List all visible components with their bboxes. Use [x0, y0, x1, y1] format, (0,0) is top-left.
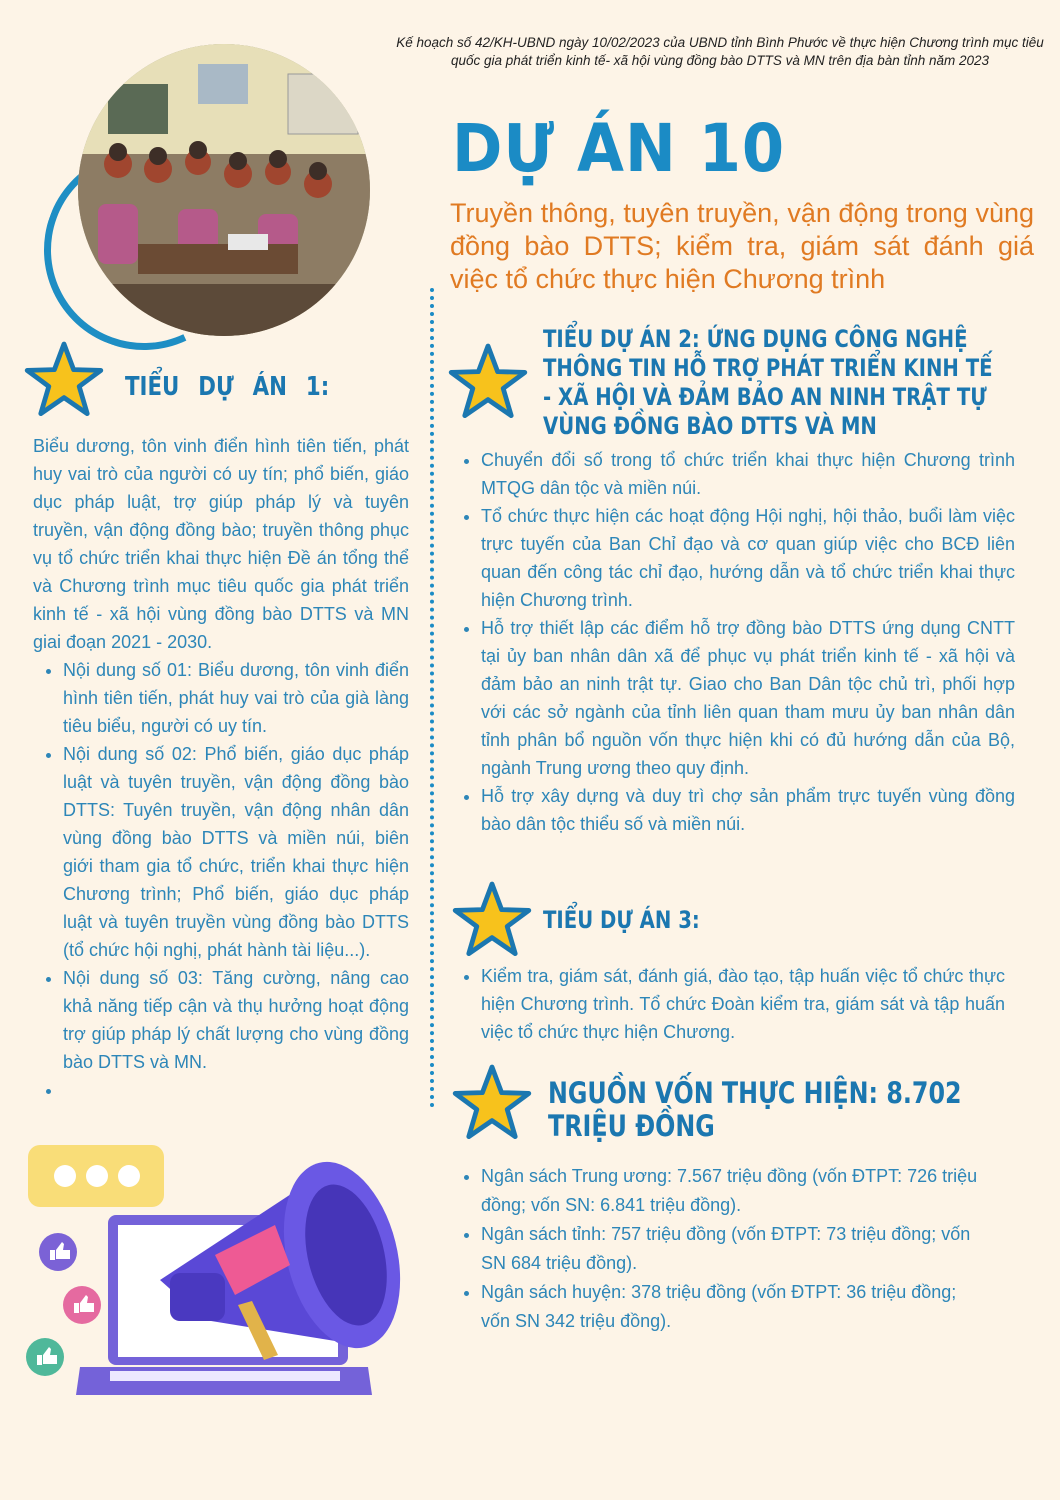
list-item: • Tổ chức thực hiện các hoạt động Hội nghị, hội thảo, buổi làm việc trực tuyến của Ban Chỉ đạo và cơ quan giúp việc cho BCĐ liên quan đến công tác chỉ đạo, hướng dẫn và tổ chức triển khai thực hiện Chương trình.: [481, 502, 1015, 614]
list-item: • Ngân sách tỉnh: 757 triệu đồng (vốn ĐTPT: 73 triệu đồng; vốn SN 684 triệu đồng).: [481, 1220, 983, 1278]
item-label: Nội dung số 03:: [63, 968, 203, 988]
item-text: Biểu dương, tôn vinh điển hình tiên tiến, phát huy vai trò của già làng tiêu biểu, người có uy tín.: [63, 660, 409, 736]
item-label: Nội dung số 01:: [63, 660, 193, 680]
item-text: Phổ biến, giáo dục pháp luật và tuyên truyền, vận động đồng bào DTTS: Tuyên truyền, vận động nhân dân vùng đồng bào DTTS và miền núi, biên giới tham gia tổ chức, triển khai thực hiện Chương trình; Phổ biến, giáo dục pháp luật và tuyên truyền vùng đồng bào DTTS (tổ chức hội nghị, phát hành tài liệu...).: [63, 744, 409, 960]
list-item: • Hỗ trợ thiết lập các điểm hỗ trợ đồng bào DTTS ứng dụng CNTT tại ủy ban nhân dân xã để phục vụ phát triển kinh tế - xã hội và đảm bảo an ninh trật tự. Giao cho Ban Dân tộc chủ trì, phối hợp với các sở ngành của tỉnh liên quan tham mưu ủy ban nhân dân tỉnh phân bổ nguồn vốn thực hiện khi có đủ hướng dẫn của Bộ, ngành Trung ương theo quy định.: [481, 614, 1015, 782]
list-item: • Kiểm tra, giám sát, đánh giá, đào tạo, tập huấn việc tổ chức thực hiện Chương trình. Tổ chức Đoàn kiểm tra, giám sát và tập huấn việc tổ chức thực hiện Chương.: [481, 962, 1005, 1046]
list-item: • Ngân sách huyện: 378 triệu đồng (vốn ĐTPT: 36 triệu đồng; vốn SN 342 triệu đồng).: [481, 1278, 983, 1336]
item-label: Nội dung số 02:: [63, 744, 197, 764]
sub2-list: [453, 446, 1015, 838]
sub3-body: [453, 962, 1005, 1046]
funding-list: [453, 1162, 983, 1336]
funding-title: NGUỒN VỐN THỰC HIỆN: 8.702 TRIỆU ĐỒNG: [548, 1076, 962, 1143]
item-text: Tăng cường, nâng cao khả năng tiếp cận và thụ hưởng hoạt động trợ giúp pháp lý chất lượng cho vùng đồng bào DTTS và MN.: [63, 968, 409, 1072]
header-note: Kế hoạch số 42/KH-UBND ngày 10/02/2023 của UBND tỉnh Bình Phước về thực hiện Chương trình mục tiêu quốc gia phát triển kinh tế- xã hội vùng đồng bào DTTS và MN trên địa bàn tỉnh năm 2023: [396, 35, 1044, 68]
empty-list-item: [63, 1076, 409, 1104]
star-icon: [448, 342, 528, 422]
like-icon: [39, 1233, 77, 1271]
sub1-list: [33, 656, 409, 1104]
sub2-title: TIỂU DỰ ÁN 2: ỨNG DỤNG CÔNG NGHỆ THÔNG TIN HỖ TRỢ PHÁT TRIỂN KINH TẾ - XÃ HỘI VÀ ĐẢM BẢO AN NINH TRẬT TỰ VÙNG ĐỒNG BÀO DTTS VÀ MN: [543, 325, 993, 440]
star-icon: [452, 880, 532, 960]
megaphone-laptop-illustration: [20, 1105, 430, 1405]
sub3-title: TIỂU DỰ ÁN 3:: [543, 906, 700, 934]
classroom-photo: [78, 44, 370, 336]
page-title: DỰ ÁN 10: [452, 110, 786, 187]
like-icon: [63, 1286, 101, 1324]
chat-bubble-icon: [28, 1145, 164, 1207]
star-icon: [24, 340, 104, 420]
sub3-list: [453, 962, 1005, 1046]
page-subtitle: Truyền thông, tuyên truyền, vận động trong vùng đồng bào DTTS; kiểm tra, giám sát đánh giá việc tổ chức thực hiện Chương trình: [450, 198, 1034, 294]
list-item: • Hỗ trợ xây dựng và duy trì chợ sản phẩm trực tuyến vùng đồng bào dân tộc thiểu số và miền núi.: [481, 782, 1015, 838]
list-item: [63, 964, 409, 1076]
star-icon: [452, 1063, 532, 1143]
funding-body: [453, 1162, 983, 1336]
list-item: [63, 740, 409, 964]
sub1-title: TIỂU DỰ ÁN 1:: [125, 372, 330, 402]
list-item: • Chuyển đổi số trong tổ chức triển khai thực hiện Chương trình MTQG dân tộc và miền núi.: [481, 446, 1015, 502]
sub2-body: [453, 446, 1015, 838]
sub1-intro: Biểu dương, tôn vinh điển hình tiên tiến, phát huy vai trò của người có uy tín; phổ biến, giáo dục pháp luật, trợ giúp pháp lý và tuyên truyền, vận động đồng bào; truyền thông phục vụ tổ chức triển khai thực hiện Đề án tổng thể và Chương trình mục tiêu quốc gia phát triển kinh tế - xã hội vùng đồng bào DTTS và MN giai đoạn 2021 - 2030.: [33, 436, 409, 652]
dotted-divider: [430, 288, 434, 1108]
list-item: • Ngân sách Trung ương: 7.567 triệu đồng (vốn ĐTPT: 726 triệu đồng; vốn SN: 6.841 triệu đồng).: [481, 1162, 983, 1220]
list-item: [63, 656, 409, 740]
sub1-body: [33, 432, 409, 1104]
like-icon: [26, 1338, 64, 1376]
